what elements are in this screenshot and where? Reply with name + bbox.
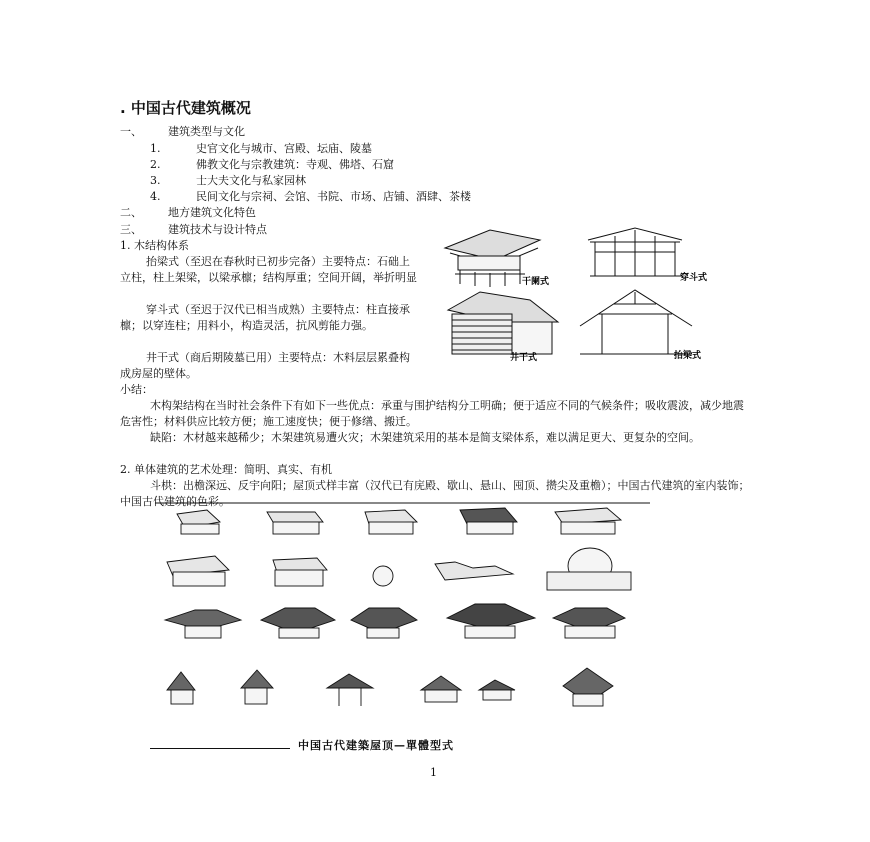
summary-label: 小结：	[120, 383, 153, 396]
list-item	[150, 189, 471, 205]
paragraph-jinggan: 井干式（商后期陵墓已用）主要特点：木料层层累叠构成房屋的壁体。	[120, 351, 410, 380]
roof-drawing	[273, 558, 327, 586]
roof-drawing	[460, 508, 517, 534]
roof-drawing	[351, 608, 417, 638]
item-text: 史官文化与城市、宫殿、坛庙、陵墓	[196, 142, 372, 155]
section-text: 地方建筑文化特色	[168, 206, 256, 219]
roof-drawing	[563, 668, 613, 706]
roof-types-figure	[155, 500, 650, 730]
list-item	[150, 157, 394, 173]
structure-types-illustration	[430, 218, 750, 368]
roof-drawing	[165, 610, 241, 638]
roof-drawing	[267, 512, 323, 534]
roof-drawing	[261, 608, 335, 638]
diagram-label: 井干式	[510, 353, 538, 363]
caption-rule	[150, 748, 290, 749]
figure-caption: 中国古代建築屋顶—單體型式	[298, 739, 454, 752]
paragraph-tailiang: 抬梁式（至迟在春秋时已初步完备）主要特点：石础上立柱，柱上架梁，以梁承檩；结构厚重；空间开阔，举折明显	[120, 255, 417, 284]
roof-drawing	[435, 562, 513, 580]
section-number: 三、	[120, 223, 142, 236]
tailiang-frame-drawing	[580, 290, 692, 354]
paragraph-art: 斗栱：出檐深远、反宇向阳；屋顶式样丰富（汉代已有庑殿、歇山、悬山、囤顶、攒尖及重檐）；中国古代建筑的室内装饰；中国古代建筑的色彩。	[120, 479, 750, 508]
roof-drawing	[555, 508, 621, 534]
diagram-label: 抬梁式	[674, 351, 702, 361]
jinggan-house-drawing	[448, 292, 558, 354]
item-text: 士大夫文化与私家园林	[196, 174, 306, 187]
summary-paragraph-2: 缺陷：木材越来越稀少；木架建筑易遭火灾；木架建筑采用的基本是简支梁体系，难以满足更大、更复杂的空间。	[150, 431, 700, 444]
roof-drawing	[167, 556, 229, 586]
section-number: 二、	[120, 206, 142, 219]
roof-drawing	[421, 676, 461, 702]
section-heading-1	[120, 124, 245, 140]
roof-drawing	[177, 510, 220, 534]
roof-drawing	[365, 510, 417, 534]
roof-drawing	[167, 672, 195, 704]
list-item	[150, 141, 372, 157]
section-number: 一、	[120, 125, 142, 138]
roof-drawing	[373, 566, 393, 586]
roof-drawing	[447, 604, 535, 638]
item-text: 民间文化与宗祠、会馆、书院、市场、店铺、酒肆、茶楼	[196, 190, 471, 203]
section-text: 建筑技术与设计特点	[168, 223, 267, 236]
section-text: 建筑类型与文化	[168, 125, 245, 138]
section-heading-3	[120, 222, 267, 238]
roof-drawing	[547, 548, 631, 590]
page-title: . 中国古代建筑概况	[120, 99, 251, 117]
item-number: 3.	[150, 174, 161, 187]
diagram-label: 干阑式	[522, 277, 550, 287]
roof-drawing	[479, 680, 515, 700]
item-number: 4.	[150, 190, 161, 203]
roof-drawing	[553, 608, 625, 638]
roof-drawing	[241, 670, 273, 704]
diagram-label: 穿斗式	[680, 273, 708, 283]
paragraph-chuandou: 穿斗式（至迟于汉代已相当成熟）主要特点：柱直接承檩；以穿连柱；用料小，构造灵活，抗风剪能力强。	[120, 303, 410, 332]
summary-paragraph-1: 木构架结构在当时社会条件下有如下一些优点：承重与围护结构分工明确；便于适应不同的气候条件；吸收震波，减少地震危害性；材料供应比较方便；施工速度快；便于修缮、搬迁。	[120, 399, 744, 428]
item-number: 2.	[150, 158, 161, 171]
page-number: 1	[430, 766, 437, 779]
chuandou-frame-drawing	[588, 228, 682, 276]
section-heading-2	[120, 205, 256, 221]
roof-drawing	[327, 674, 373, 706]
list-item	[150, 173, 306, 189]
subsection-heading-art: 2. 单体建筑的艺术处理：简明、真实、有机	[120, 463, 332, 476]
subsection-heading: 1. 木结构体系	[120, 239, 189, 252]
item-text: 佛教文化与宗教建筑：寺观、佛塔、石窟	[196, 158, 394, 171]
item-number: 1.	[150, 142, 161, 155]
